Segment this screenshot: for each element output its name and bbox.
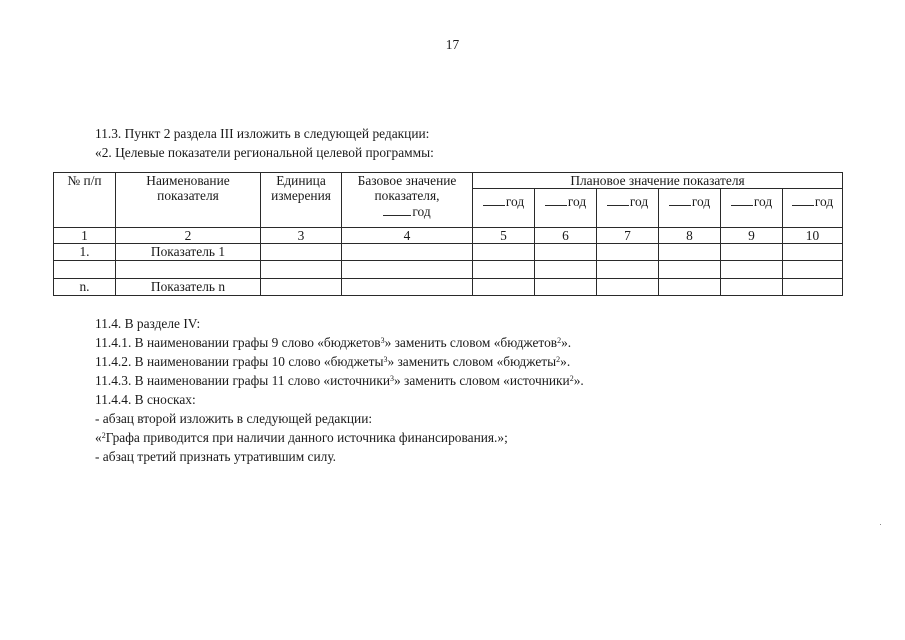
intro-line-2: «2. Целевые показатели региональной целевой программы: (95, 145, 434, 160)
table-row (54, 244, 843, 261)
paragraph-11-4-1: 11.4.1. В наименовании графы 9 слово «бюджетов$^3$» заменить словом «бюджетов$^2$». (95, 335, 572, 350)
footnote-instruction-3: - абзац третий признать утратившим силу. (95, 449, 337, 464)
header-year-4: год (659, 189, 721, 228)
header-unit: Единица измерения (261, 173, 342, 228)
column-number: 1 (54, 228, 116, 244)
row-name (116, 261, 261, 279)
page-number: 17 (445, 37, 460, 52)
indicator-table (53, 172, 843, 296)
header-planned: Плановое значение показателя (473, 173, 843, 189)
column-number: 7 (597, 228, 659, 244)
row-name: Показатель n (116, 279, 261, 296)
paragraph-11-4-3: 11.4.3. В наименовании графы 11 слово «источники$^3$» заменить словом «источники$^2$». (95, 373, 584, 388)
footnote-new-text: «$^2$Графа приводится при наличии данного источника финансирования.»; (95, 430, 508, 445)
header-year-1: год (473, 189, 535, 228)
column-number-row (54, 228, 843, 244)
paragraph-11-4: 11.4. В разделе IV: (95, 316, 201, 331)
scan-speck (880, 524, 881, 525)
header-year-2: год (535, 189, 597, 228)
header-year-3: год (597, 189, 659, 228)
header-base-year: год (412, 204, 431, 219)
column-number: 10 (783, 228, 843, 244)
row-name: Показатель 1 (116, 244, 261, 261)
year-blank (383, 203, 411, 216)
column-number: 8 (659, 228, 721, 244)
footnote-instruction-2: - абзац второй изложить в следующей редакции: (95, 411, 373, 426)
row-num (54, 261, 116, 279)
table-row (54, 279, 843, 296)
intro-line-1: 11.3. Пункт 2 раздела III изложить в следующей редакции: (95, 126, 430, 141)
header-year-6: год (783, 189, 843, 228)
header-base-label: Базовое значение показателя, (357, 173, 457, 203)
table-row (54, 261, 843, 279)
row-num: 1. (54, 244, 116, 261)
intro-block (95, 124, 434, 162)
header-base-value (342, 173, 473, 228)
section-4-amendments (95, 314, 584, 466)
column-number: 2 (116, 228, 261, 244)
row-num: n. (54, 279, 116, 296)
column-number: 5 (473, 228, 535, 244)
column-number: 4 (342, 228, 473, 244)
column-number: 9 (721, 228, 783, 244)
paragraph-11-4-4: 11.4.4. В сносках: (95, 392, 196, 407)
header-name: Наименование показателя (116, 173, 261, 228)
header-num: № п/п (54, 173, 116, 228)
header-year-5: год (721, 189, 783, 228)
column-number: 3 (261, 228, 342, 244)
column-number: 6 (535, 228, 597, 244)
paragraph-11-4-2: 11.4.2. В наименовании графы 10 слово «бюджеты$^3$» заменить словом «бюджеты$^2$». (95, 354, 571, 369)
